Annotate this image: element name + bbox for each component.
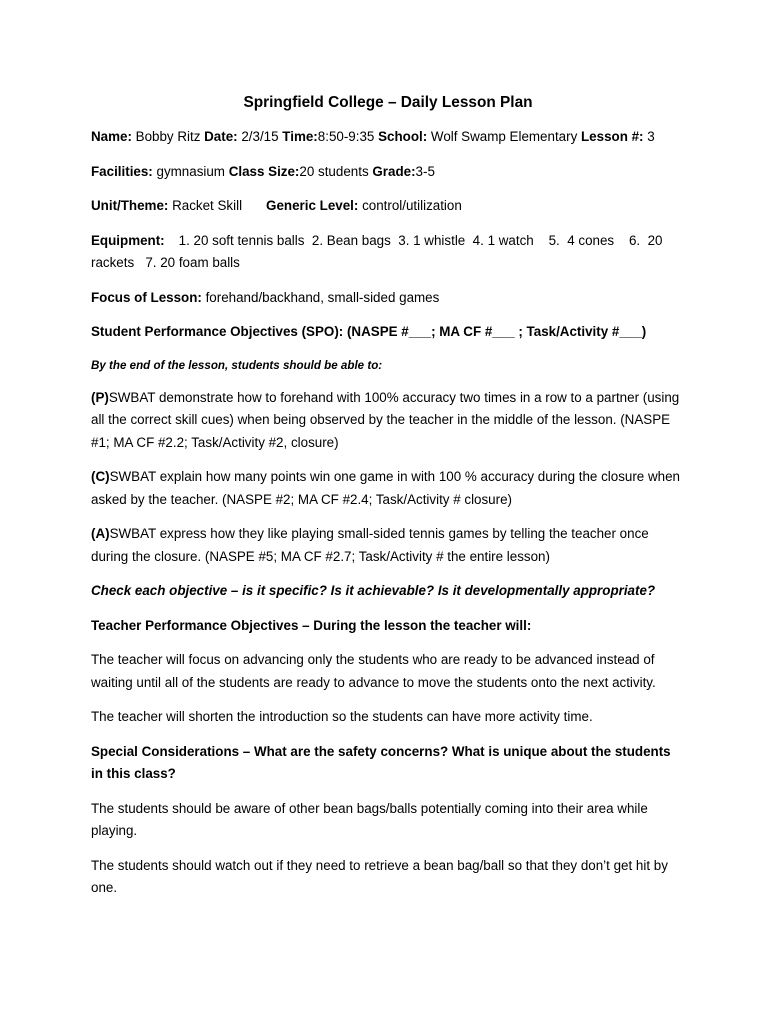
unit-value: Racket Skill	[168, 198, 243, 213]
objective-a-tag: (A)	[91, 526, 110, 541]
tpo-item: The teacher will shorten the introduction so the students can have more activity time.	[91, 709, 593, 724]
school-label: School:	[378, 129, 428, 144]
focus-line	[91, 287, 681, 310]
objective-p-tag: (P)	[91, 389, 109, 405]
objective-affective	[91, 523, 681, 568]
date-label: Date:	[204, 129, 238, 144]
lesson-label: Lesson #:	[581, 129, 644, 144]
generic-level-label: Generic Level:	[266, 198, 359, 213]
objective-a-text: SWBAT express how they like playing small-sided tennis games by telling the teacher once during the closure. (NASPE #5; MA CF #2.7; Task/Activity # the entire lesson)	[91, 526, 649, 564]
objective-cognitive	[91, 466, 681, 511]
tpo-heading-text: Teacher Performance Objectives – During the lesson the teacher will:	[91, 617, 532, 633]
special-considerations-heading-text: Special Considerations – What are the safety concerns? What is unique about the students in this class?	[91, 743, 671, 781]
facilities-line	[91, 161, 681, 184]
class-size-label: Class Size:	[228, 163, 300, 179]
class-size-value: 20 students	[299, 163, 373, 179]
header-line	[91, 126, 681, 149]
date-value: 2/3/15	[237, 129, 283, 144]
equipment-line	[91, 230, 681, 275]
spo-intro: By the end of the lesson, students should be able to:	[91, 358, 383, 372]
spo-heading-text: Student Performance Objectives (SPO): (NASPE #___; MA CF #___ ; Task/Activity #___)	[91, 324, 647, 339]
objective-c-tag: (C)	[91, 469, 110, 484]
tpo-item: The teacher will focus on advancing only the students who are ready to be advanced instead of waiting until all of the students are ready to advance to move the students onto the next activity.	[91, 652, 656, 690]
grade-label: Grade:	[372, 163, 416, 179]
tpo-heading	[91, 615, 681, 638]
focus-value: forehand/backhand, small-sided games	[201, 289, 440, 305]
unit-label: Unit/Theme:	[91, 198, 169, 213]
focus-label: Focus of Lesson:	[91, 289, 202, 305]
time-value: 8:50-9:35	[317, 129, 379, 144]
equipment-label: Equipment:	[91, 232, 165, 248]
special-consideration-item: The students should watch out if they need to retrieve a bean bag/ball so that they don’t get hit by one.	[91, 857, 668, 895]
grade-value: 3-5	[415, 163, 435, 179]
lesson-value: 3	[643, 129, 655, 144]
time-label: Time:	[282, 129, 318, 144]
unit-line	[91, 195, 681, 218]
check-objective-note: Check each objective – is it specific? Is it achievable? Is it developmentally appropriate?	[91, 583, 656, 598]
lesson-plan-content	[91, 92, 681, 912]
name-value: Bobby Ritz	[131, 129, 205, 144]
facilities-label: Facilities:	[91, 163, 153, 179]
special-considerations-heading	[91, 741, 681, 786]
facilities-value: gymnasium	[152, 163, 229, 179]
special-consideration-item: The students should be aware of other bean bags/balls potentially coming into their area while playing.	[91, 800, 648, 838]
generic-level-value: control/utilization	[358, 198, 462, 213]
school-value: Wolf Swamp Elementary	[427, 129, 581, 144]
equipment-value: 1. 20 soft tennis balls 2. Bean bags 3. 1 whistle 4. 1 watch 5. 4 cones 6. 20 rackets 7. 20 foam balls	[91, 232, 667, 270]
name-label: Name:	[91, 129, 132, 144]
objective-psychomotor	[91, 387, 681, 455]
page-title: Springfield College – Daily Lesson Plan	[243, 94, 533, 111]
objective-p-text: SWBAT demonstrate how to forehand with 100% accuracy two times in a row to a partner (using all the correct skill cues) when being observed by the teacher in the middle of the lesson. (NASPE #1; MA CF #2.2; Task/Activity #2, closure)	[91, 389, 680, 450]
spo-heading	[91, 321, 681, 344]
objective-c-text: SWBAT explain how many points win one game in with 100 % accuracy during the closure when asked by the teacher. (NASPE #2; MA CF #2.4; Task/Activity # closure)	[91, 469, 680, 507]
